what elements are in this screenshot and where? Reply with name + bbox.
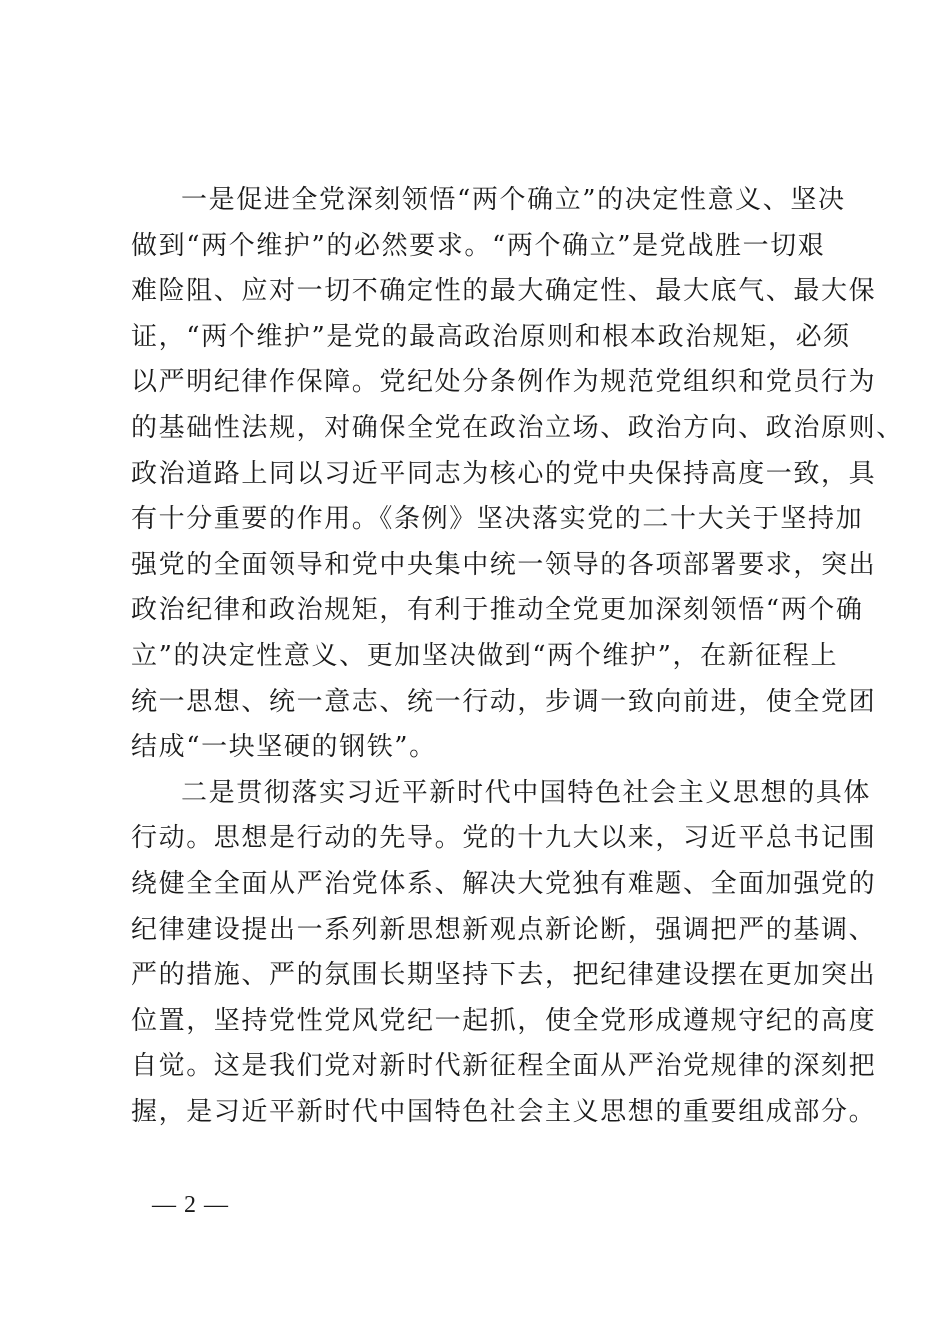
text-line: 严的措施、严的氛围长期坚持下去，把纪律建设摆在更加突出 — [131, 960, 877, 991]
text-line: 握，是习近平新时代中国特色社会主义思想的重要组成部分。 — [131, 1096, 877, 1127]
text-line: 自觉。这是我们党对新时代新征程全面从严治党规律的深刻把 — [131, 1051, 877, 1082]
body-text — [131, 178, 904, 1135]
text-line: 结成“一块坚硬的钢铁”。 — [131, 732, 437, 763]
text-line: 难险阻、应对一切不确定性的最大确定性、最大底气、最大保 — [131, 276, 877, 307]
text-line: 政治纪律和政治规矩，有利于推动全党更加深刻领悟“两个确 — [131, 595, 864, 626]
text-line: 强党的全面领导和党中央集中统一领导的各项部署要求，突出 — [131, 549, 877, 580]
page-number: — 2 — — [152, 1192, 229, 1218]
text-line: 做到“两个维护”的必然要求。“两个确立”是党战胜一切艰 — [131, 230, 826, 261]
paragraph-1 — [131, 178, 904, 771]
text-line: 以严明纪律作保障。党纪处分条例作为规范党组织和党员行为 — [131, 367, 877, 398]
text-line: 二是贯彻落实习近平新时代中国特色社会主义思想的具体 — [181, 777, 872, 808]
text-line: 纪律建设提出一系列新思想新观点新论断，强调把严的基调、 — [131, 914, 877, 945]
text-line: 绕健全全面从严治党体系、解决大党独有难题、全面加强党的 — [131, 868, 877, 899]
text-line: 位置，坚持党性党风党纪一起抓，使全党形成遵规守纪的高度 — [131, 1005, 877, 1036]
paragraph-2 — [131, 771, 877, 1136]
text-line: 行动。思想是行动的先导。党的十九大以来，习近平总书记围 — [131, 823, 877, 854]
text-line: 一是促进全党深刻领悟“两个确立”的决定性意义、坚决 — [181, 185, 846, 215]
text-line: 证，“两个维护”是党的最高政治原则和根本政治规矩，必须 — [131, 321, 851, 352]
text-line: 的基础性法规，对确保全党在政治立场、政治方向、政治原则、 — [131, 412, 904, 443]
text-line: 有十分重要的作用。《条例》坚决落实党的二十大关于坚持加 — [131, 504, 864, 535]
text-line: 统一思想、统一意志、统一行动，步调一致向前进，使全党团 — [131, 686, 877, 717]
text-line: 政治道路上同以习近平同志为核心的党中央保持高度一致，具 — [131, 458, 877, 489]
text-line: 立”的决定性意义、更加坚决做到“两个维护”，在新征程上 — [131, 640, 839, 671]
